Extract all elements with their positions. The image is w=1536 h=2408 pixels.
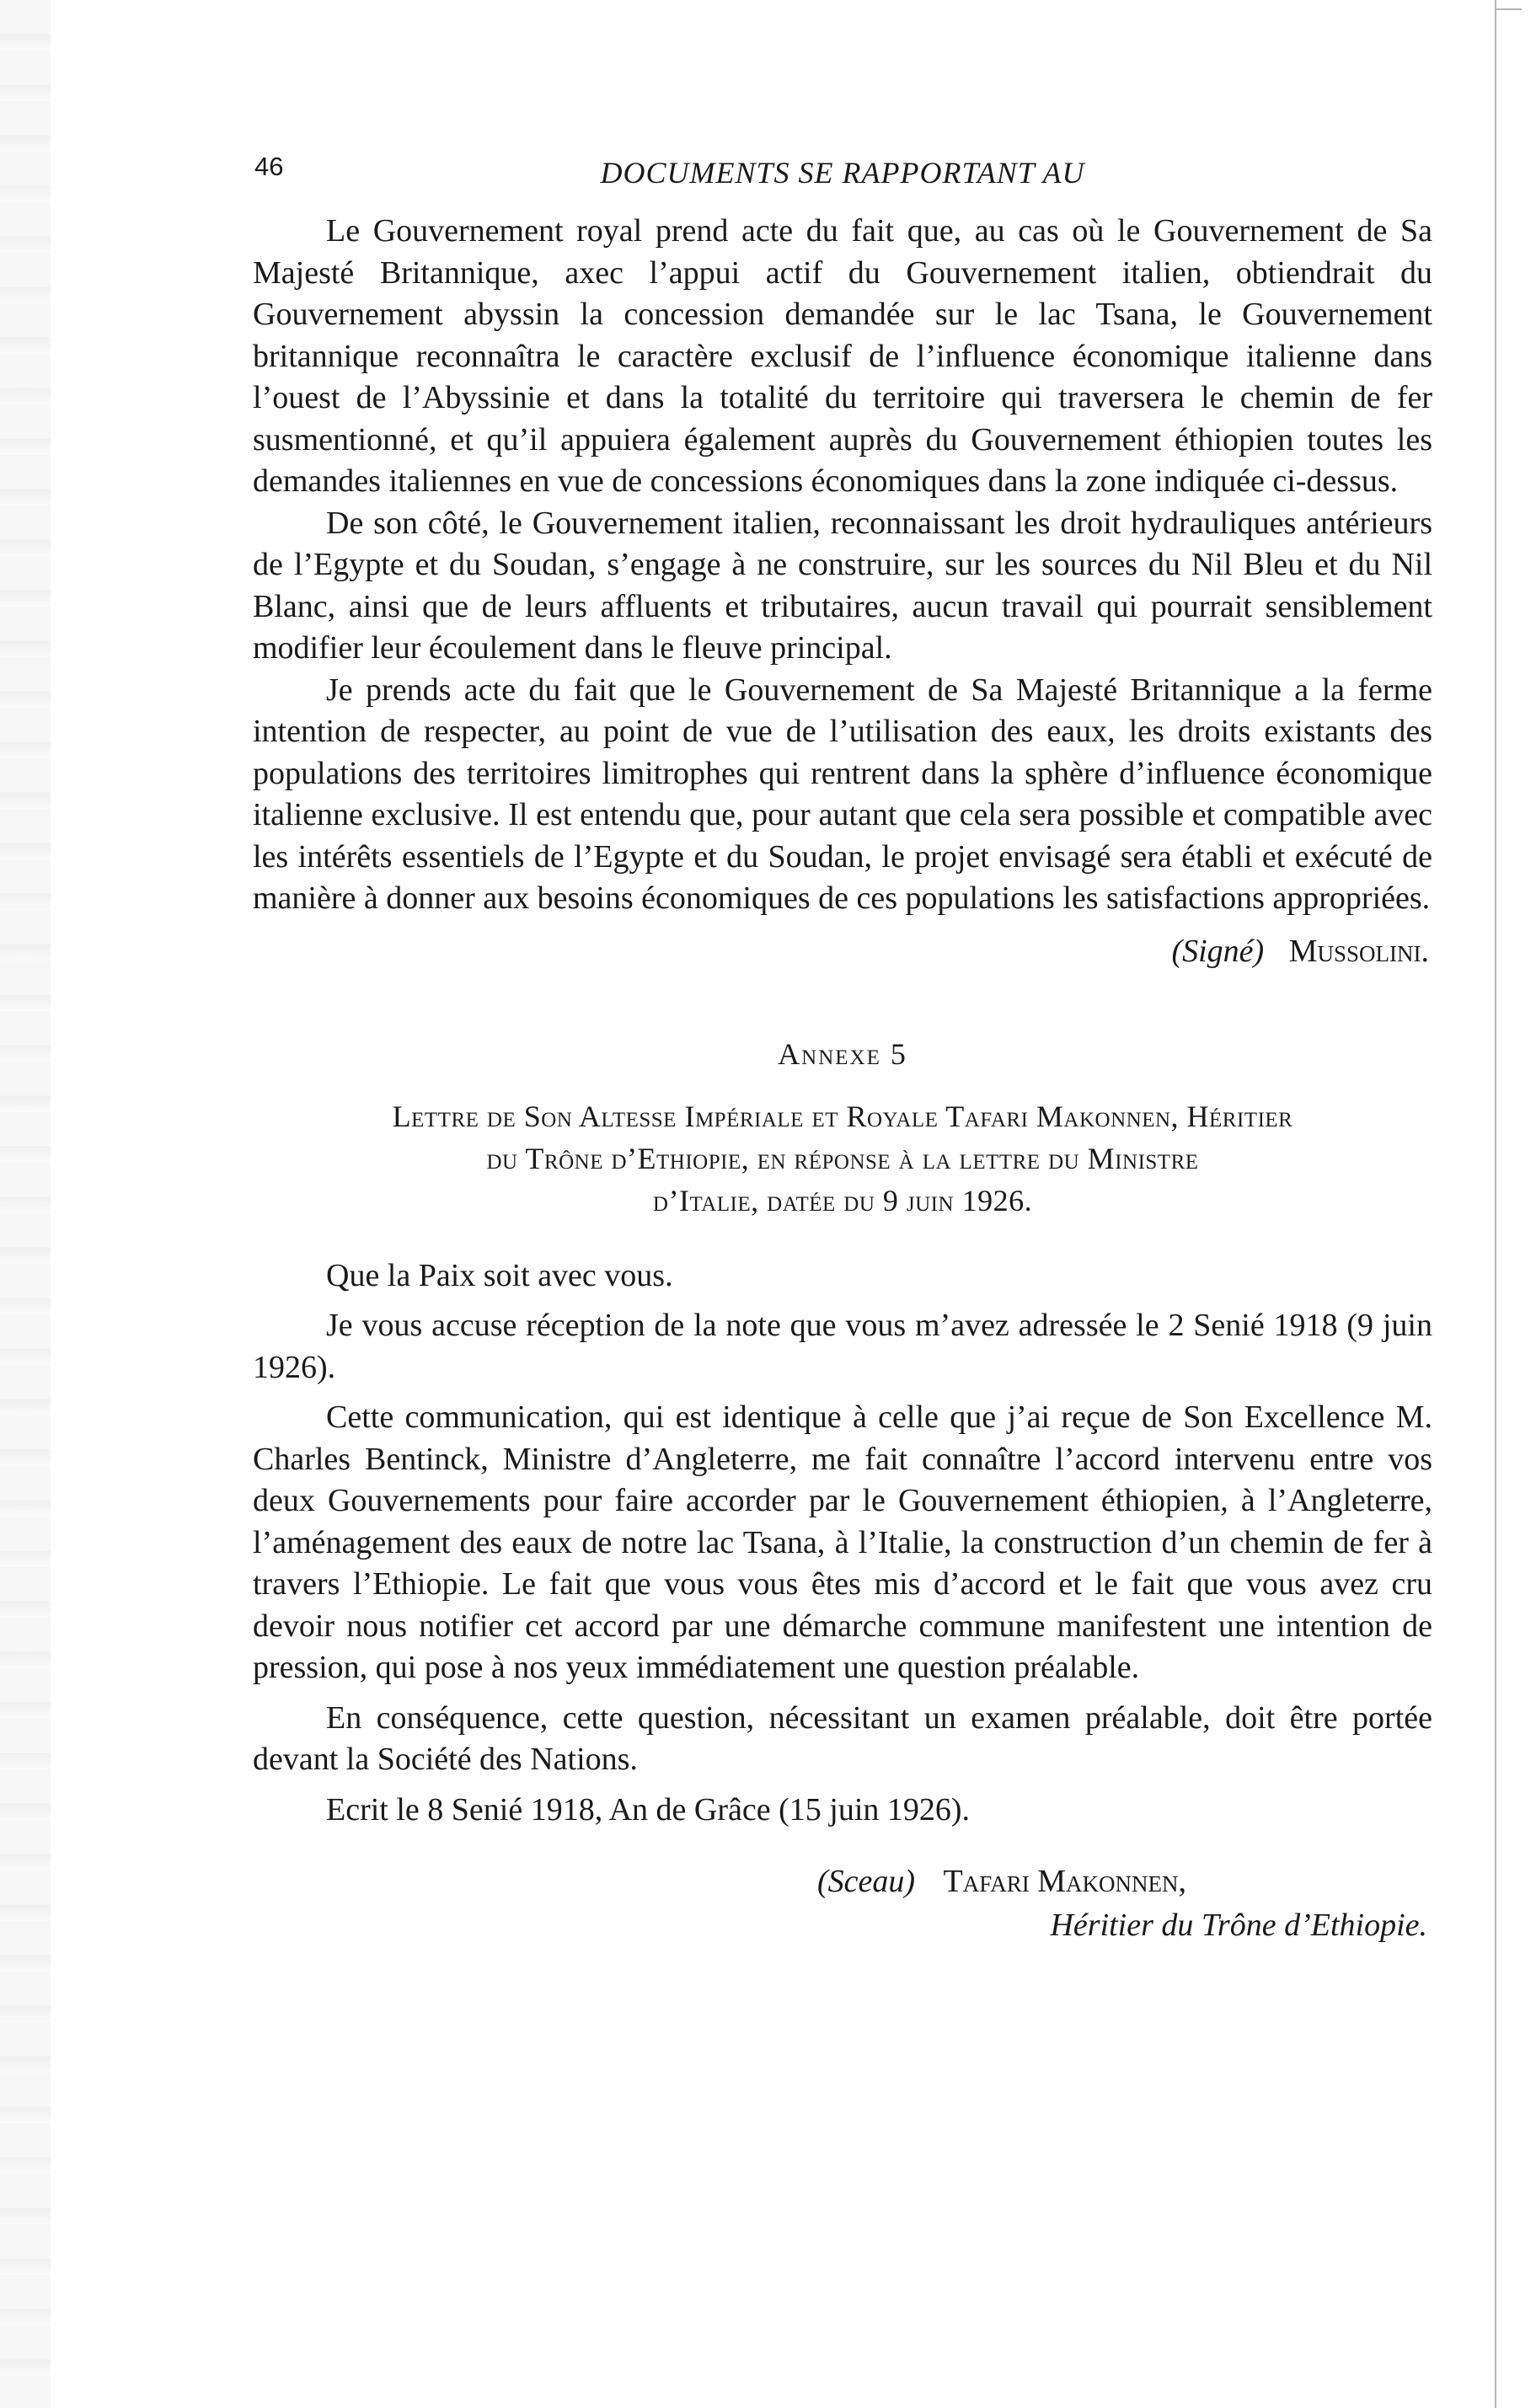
letter-paragraph: De son côté, le Gouvernement italien, reconnaissant les droit hydrauliques antérieurs de l’Egypte et du Soudan, s’engage à ne construire, sur les sources du Nil Bleu et du Nil Blanc, ainsi que de leurs affluents et tributaires, aucun travail qui pourrait sensiblement modifier leur écoulement dans le fleuve principal. — [253, 505, 1432, 666]
closing-seal: (Sceau) — [817, 1864, 916, 1899]
annex-paragraph: Que la Paix soit avec vous. — [326, 1257, 673, 1293]
letter-paragraph: Je prends acte du fait que le Gouvernement de Sa Majesté Britannique a la ferme intention de respecter, au point de vue de l’utilisation des eaux, les droits existants des populations des territoires limitrophes qui rentrent dans la sphère d’influence économique italienne exclusive. Il est entendu que, pour autant que cela sera possible et compatible avec les intérêts essentiels de l’Egypte et du Soudan, le projet envisagé sera établi et exécuté de manière à donner aux besoins économiques de ces populations les satisfactions appropriées. — [253, 672, 1432, 916]
closing-line — [253, 1860, 1432, 1903]
annex-paragraph: En conséquence, cette question, nécessitant un examen préalable, doit être portée devant la Société des Nations. — [253, 1699, 1432, 1777]
closing-signature — [253, 1860, 1432, 1947]
page-number: 46 — [254, 152, 284, 181]
annex-heading — [253, 1095, 1432, 1222]
scan-edge-right-tick — [1496, 8, 1522, 10]
annex-body — [253, 1255, 1432, 1832]
document-page — [253, 152, 1432, 1947]
closing-name: Tafari Makonnen, — [943, 1864, 1187, 1899]
page-header — [253, 152, 1432, 211]
signature-label: (Signé) — [1171, 933, 1265, 969]
annex-paragraph: Je vous accuse réception de la note que vous m’avez adressée le 2 Senié 1918 (9 juin 1926). — [253, 1308, 1432, 1385]
annex-paragraph: Ecrit le 8 Senié 1918, An de Grâce (15 juin 1926). — [326, 1791, 971, 1827]
signature — [253, 930, 1432, 972]
annex-heading-line: d’Italie, datée du 9 juin 1926. — [652, 1183, 1033, 1217]
annex-heading-line: Lettre de Son Altesse Impériale et Royale Tafari Makonnen, Héritier — [392, 1099, 1293, 1133]
letter-body — [253, 211, 1432, 920]
annex-heading-line: du Trône d’Ethiopie, en réponse à la lettre du Ministre — [486, 1141, 1199, 1175]
signature-name: Mussolini. — [1288, 933, 1429, 969]
annex-paragraph: Cette communication, qui est identique à celle que j’ai reçue de Son Excellence M. Charles Bentinck, Ministre d’Angleterre, me fait connaître l’accord intervenu entre vos deux Gouvernements pour faire accorder par le Gouvernement éthiopien, à l’Angleterre, l’aménagement des eaux de notre lac Tsana, à l’Italie, la construction d’un chemin de fer à travers l’Ethiopie. Le fait que vous vous êtes mis d’accord et le fait que vous avez cru devoir nous notifier cet accord par une démarche commune manifestent une intention de pression, qui pose à nos yeux immédiatement une question préalable. — [253, 1399, 1432, 1685]
scan-edge-left — [0, 0, 51, 2408]
running-head: DOCUMENTS SE RAPPORTANT AU — [600, 156, 1085, 190]
annex-title: Annexe 5 — [778, 1036, 907, 1071]
letter-paragraph: Le Gouvernement royal prend acte du fait que, au cas où le Gouvernement de Sa Majesté Britannique, axec l’appui actif du Gouvernement italien, obtiendrait du Gouvernement abyssin la concession demandée sur le lac Tsana, le Gouvernement britannique reconnaîtra le caractère exclusif de l’influence économique italienne dans l’ouest de l’Abyssinie et dans la totalité du territoire qui traversera le chemin de fer susmentionné, et qu’il appuiera également auprès du Gouvernement éthiopien toutes les demandes italiennes en vue de concessions économiques dans la zone indiquée ci-dessus. — [253, 213, 1432, 499]
scan-edge-right — [1495, 0, 1496, 2408]
closing-title: Héritier du Trône d’Ethiopie. — [1050, 1908, 1427, 1943]
